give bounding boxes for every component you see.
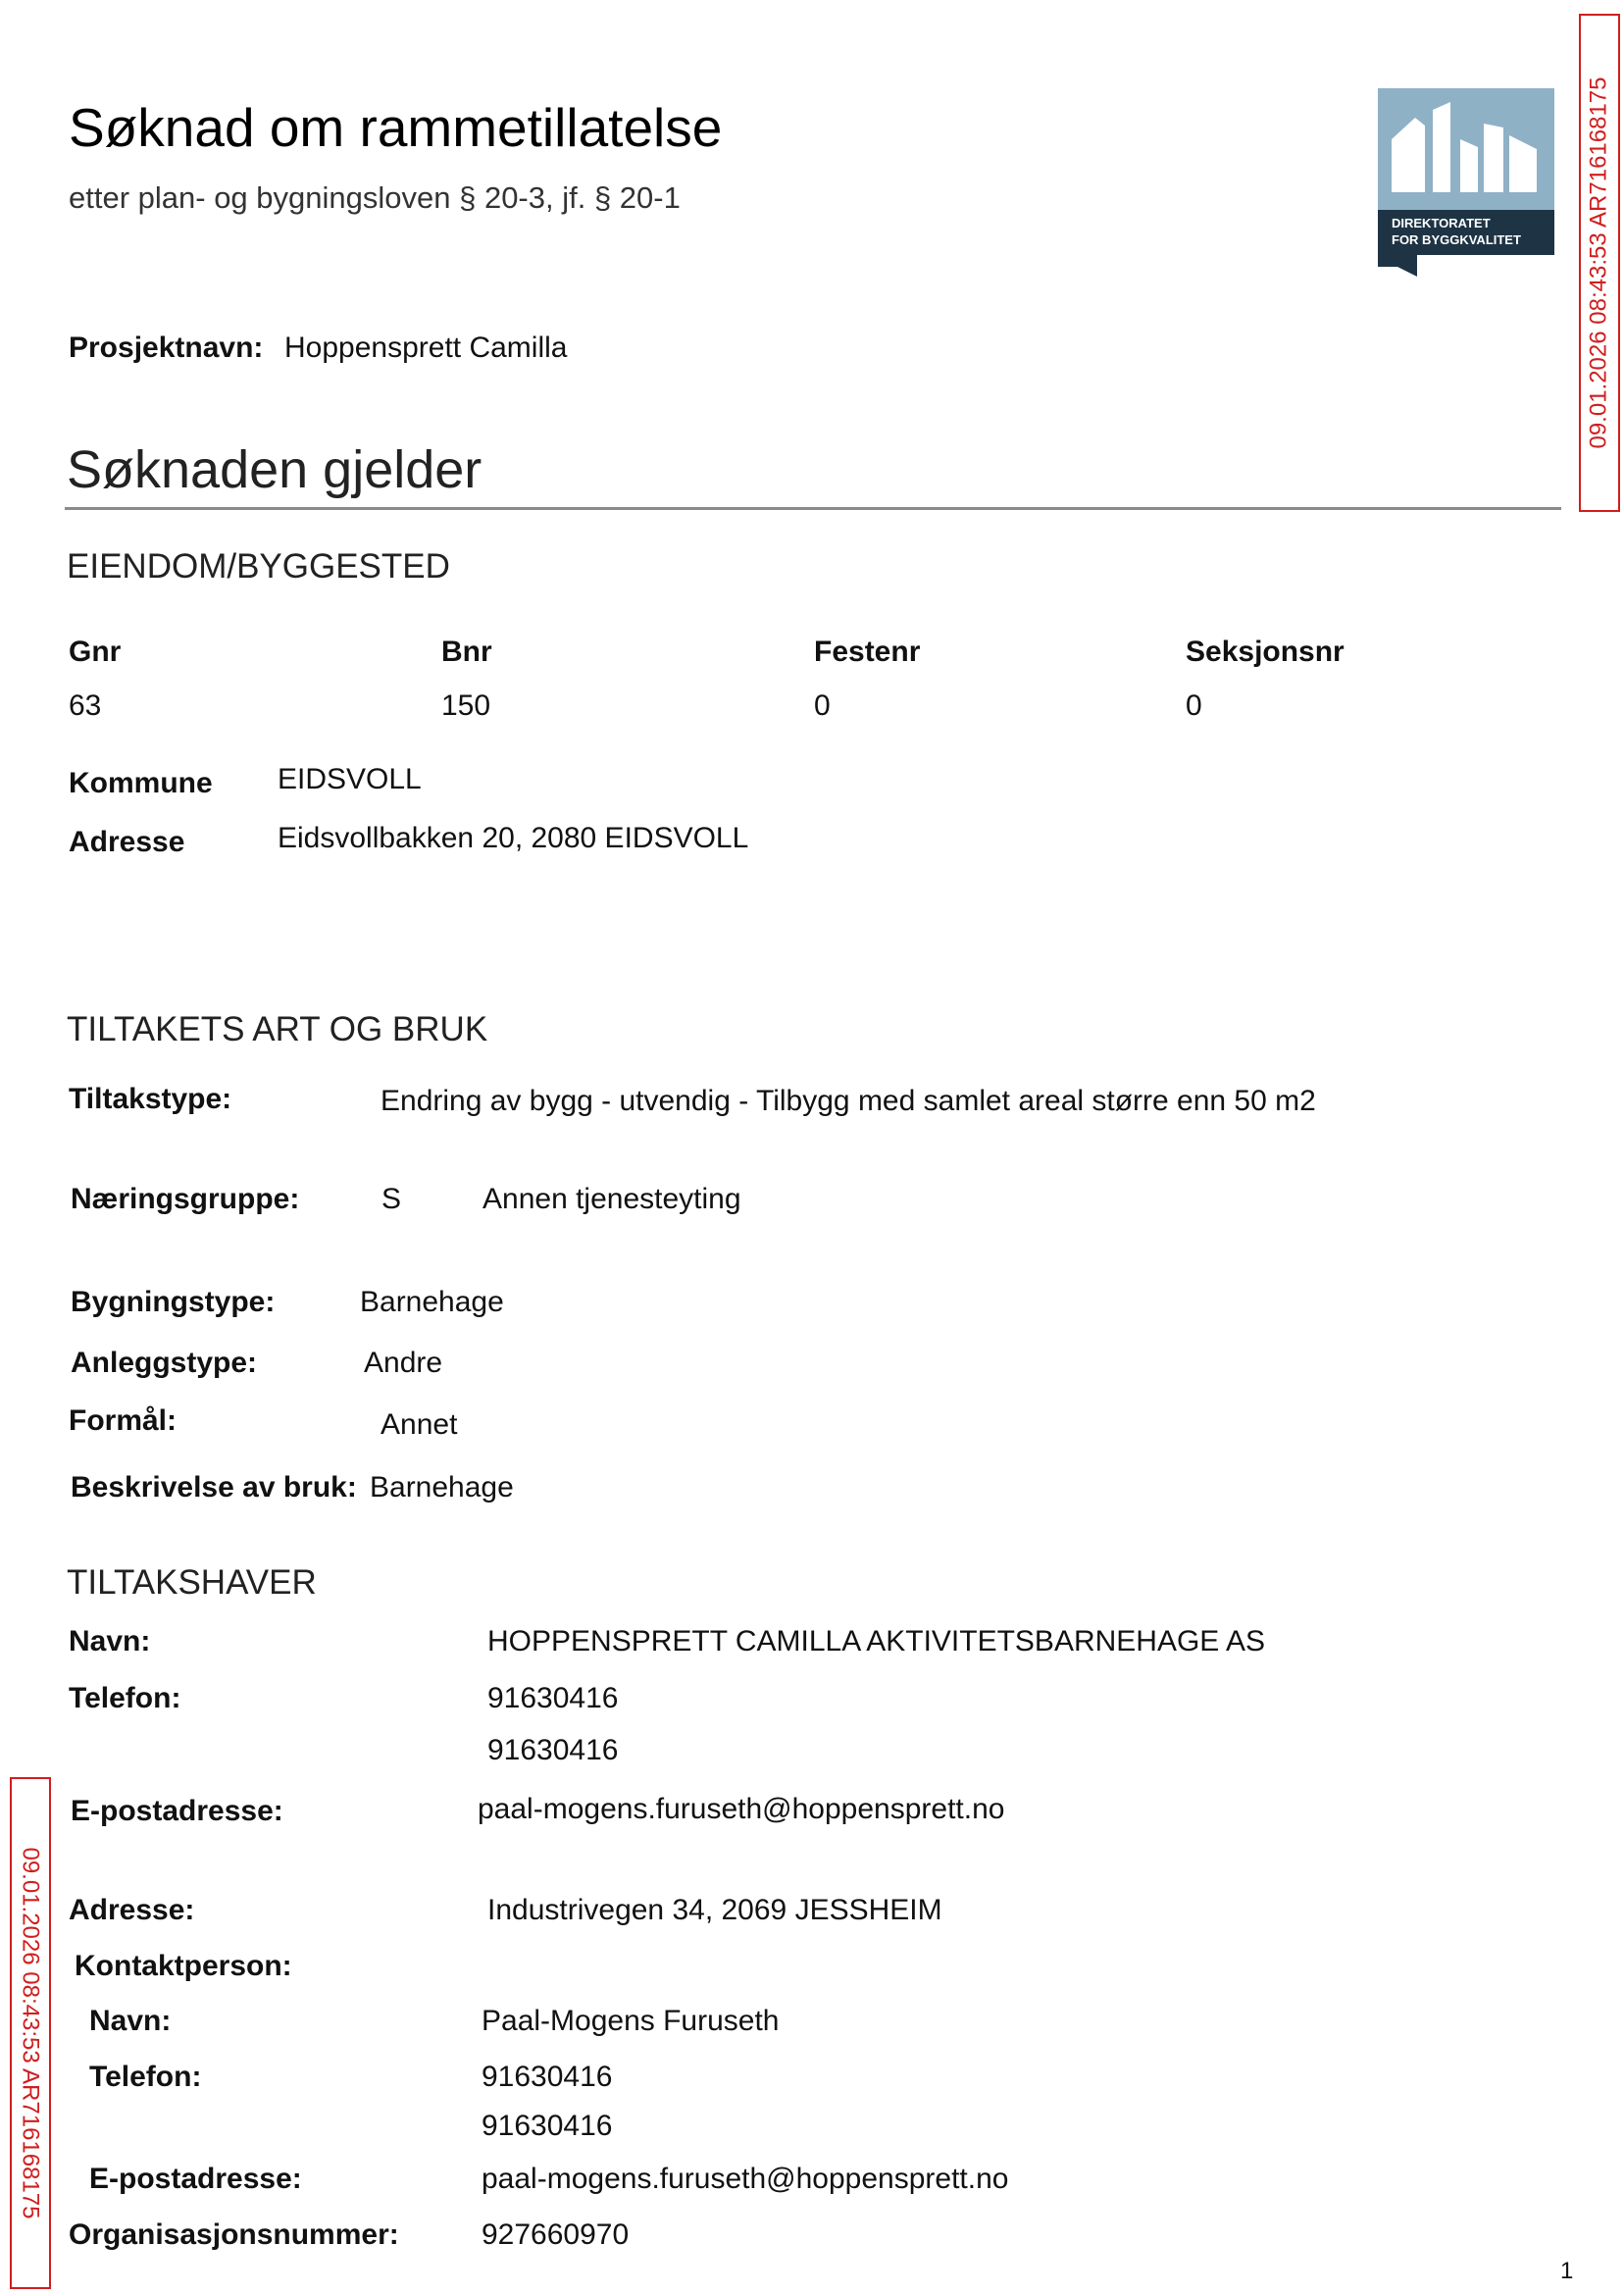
project-label: Prosjektnavn:	[69, 331, 264, 364]
timestamp-stamp-left	[10, 1777, 51, 2289]
anleggstype-label: Anleggstype:	[71, 1347, 258, 1379]
formal-value: Annet	[381, 1408, 458, 1441]
section-title: Søknaden gjelder	[67, 440, 482, 499]
naeringsgruppe-code: S	[381, 1183, 402, 1215]
tiltakshaver-navn-value: HOPPENSPRETT CAMILLA AKTIVITETSBARNEHAGE AS	[487, 1625, 1266, 1657]
property-heading: EIENDOM/BYGGESTED	[67, 547, 450, 586]
kontakt-epost-value[interactable]: paal-mogens.furuseth@hoppensprett.no	[482, 2163, 1009, 2195]
bygningstype-label: Bygningstype:	[71, 1286, 276, 1318]
page-title: Søknad om rammetillatelse	[69, 97, 723, 158]
gnr-value: 63	[69, 689, 102, 722]
kontakt-telefon-label: Telefon:	[89, 2061, 202, 2093]
tiltakshaver-adresse-value: Industrivegen 34, 2069 JESSHEIM	[487, 1894, 942, 1926]
timestamp-stamp-right	[1579, 14, 1620, 512]
kontakt-telefon-value-1: 91630416	[482, 2061, 613, 2093]
tiltakstype-value: Endring av bygg - utvendig - Tilbygg med samlet areal større enn 50 m2	[381, 1085, 1316, 1117]
logo-line1: DIREKTORATET	[1392, 216, 1491, 230]
festenr-value: 0	[814, 689, 831, 722]
seksjonsnr-value: 0	[1186, 689, 1202, 722]
tiltakstype-label: Tiltakstype:	[69, 1083, 232, 1115]
kommune-label: Kommune	[69, 767, 213, 799]
tiltakshaver-telefon-label: Telefon:	[69, 1682, 181, 1714]
orgnr-label: Organisasjonsnummer:	[69, 2218, 399, 2251]
orgnr-value: 927660970	[482, 2218, 630, 2251]
gnr-label: Gnr	[69, 636, 122, 668]
festenr-label: Festenr	[814, 636, 921, 668]
beskrivelse-value: Barnehage	[370, 1471, 514, 1504]
kontaktperson-label: Kontaktperson:	[75, 1950, 292, 1982]
tiltakshaver-epost-label: E-postadresse:	[71, 1795, 283, 1827]
bnr-label: Bnr	[441, 636, 492, 668]
tiltakshaver-telefon-value-1: 91630416	[487, 1682, 619, 1714]
tiltakshaver-adresse-label: Adresse:	[69, 1894, 195, 1926]
stamp-text: 09.01.2026 08:43:53 AR716168175	[1586, 76, 1612, 449]
kontakt-navn-label: Navn:	[89, 2005, 172, 2037]
naeringsgruppe-value: Annen tjenesteyting	[482, 1183, 741, 1215]
page-subtitle: etter plan- og bygningsloven § 20-3, jf. § 20-1	[69, 180, 681, 215]
kontakt-telefon-value-2: 91630416	[482, 2110, 613, 2142]
adresse-value: Eidsvollbakken 20, 2080 EIDSVOLL	[278, 822, 749, 854]
tiltakshaver-telefon-value-2: 91630416	[487, 1734, 619, 1766]
building-logo-icon	[1378, 88, 1554, 277]
formal-label: Formål:	[69, 1404, 178, 1437]
dibk-logo	[1378, 88, 1554, 277]
tiltak-heading: TILTAKETS ART OG BRUK	[67, 1010, 488, 1048]
beskrivelse-label: Beskrivelse av bruk:	[71, 1471, 357, 1504]
naeringsgruppe-label: Næringsgruppe:	[71, 1183, 300, 1215]
page-number: 1	[1560, 2258, 1574, 2284]
logo-line2: FOR BYGGKVALITET	[1392, 232, 1521, 247]
kontakt-epost-label: E-postadresse:	[89, 2163, 302, 2195]
tiltakshaver-navn-label: Navn:	[69, 1625, 151, 1657]
bygningstype-value: Barnehage	[360, 1286, 504, 1318]
adresse-label: Adresse	[69, 826, 185, 858]
seksjonsnr-label: Seksjonsnr	[1186, 636, 1345, 668]
bnr-value: 150	[441, 689, 491, 722]
section-divider	[65, 507, 1561, 510]
tiltakshaver-epost-value[interactable]: paal-mogens.furuseth@hoppensprett.no	[478, 1793, 1005, 1825]
tiltakshaver-heading: TILTAKSHAVER	[67, 1563, 317, 1602]
anleggstype-value: Andre	[364, 1347, 443, 1379]
project-value: Hoppensprett Camilla	[284, 331, 568, 364]
kommune-value: EIDSVOLL	[278, 763, 422, 795]
kontakt-navn-value: Paal-Mogens Furuseth	[482, 2005, 780, 2037]
stamp-text: 09.01.2026 08:43:53 AR716168175	[18, 1847, 44, 2219]
